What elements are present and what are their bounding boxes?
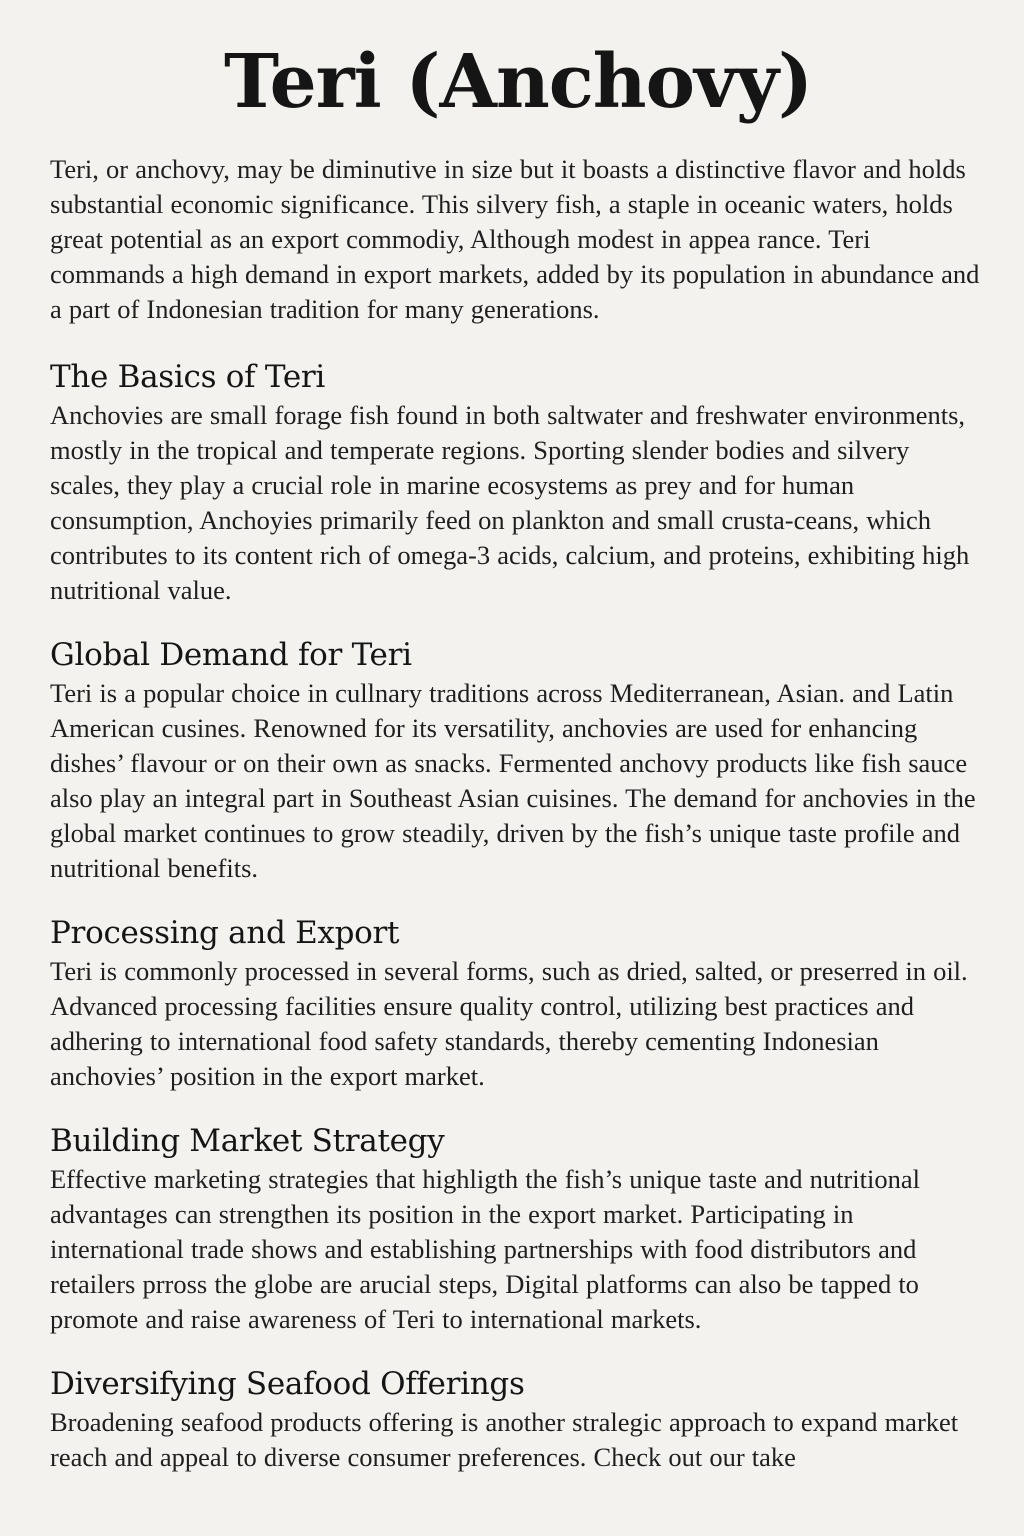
page-title: Teri (Anchovy) (224, 39, 812, 125)
section-body: Broadening seafood products offering is another stralegic approach to expand market reach and appeal to diverse consumer preferences. Check out our take (50, 1406, 959, 1472)
section-heading: Processing and Export (50, 914, 400, 951)
section-heading: Diversifying Seafood Offerings (50, 1365, 525, 1402)
intro-paragraph: Teri, or anchovy, may be diminutive in size but it boasts a distinctive flavor and holds substantial economic significance. This silvery fish, a staple in oceanic waters, holds great potential as an export commodiy, Although modest in appea rance. Teri commands a high demand in export markets, added by its population in abundance and a part of Indonesian tradition for many generations. (50, 153, 980, 324)
section-global-demand (50, 636, 986, 886)
section-heading: Global Demand for Teri (50, 636, 412, 673)
section-heading: The Basics of Teri (50, 358, 325, 395)
section-body: Teri is a popular choice in cullnary traditions across Mediterranean, Asian. and Latin American cusines. Renowned for its versatility, anchovies are used for enhancing dishes’ flavour or on their own as snacks. Fermented anchovy products like fish sauce also play an integral part in Southeast Asian cuisines. The demand for anchovies in the global market continues to grow steadily, driven by the fish’s unique taste profile and nutritional benefits. (50, 677, 976, 883)
section-body: Effective marketing strategies that highligth the fish’s unique taste and nutritional advantages can strengthen its position in the export market. Participating in international trade shows and establishing partnerships with food distributors and retailers prross the globe are arucial steps, Digital platforms can also be tapped to promote and raise awareness of Teri to international markets. (50, 1163, 920, 1334)
section-heading: Building Market Strategy (50, 1122, 445, 1159)
section-body: Anchovies are small forage fish found in both saltwater and freshwater environments, mostly in the tropical and temperate regions. Sporting slender bodies and silvery scales, they play a crucial role in marine ecosystems as prey and for human consumption, Anchoyies primarily feed on plankton and small crusta-ceans, which contributes to its content rich of omega-3 acids, calcium, and proteins, exhibiting high nutritional value. (50, 399, 970, 605)
section-building-market-strategy (50, 1122, 986, 1337)
section-diversifying-seafood (50, 1365, 986, 1475)
section-body: Teri is commonly processed in several forms, such as dried, salted, or preserred in oil. Advanced processing facilities ensure quality control, utilizing best practices and adhering to international food safety standards, thereby cementing Indonesian anchovies’ position in the export market. (50, 955, 968, 1091)
section-processing-and-export (50, 914, 986, 1094)
section-basics-of-teri (50, 358, 986, 608)
